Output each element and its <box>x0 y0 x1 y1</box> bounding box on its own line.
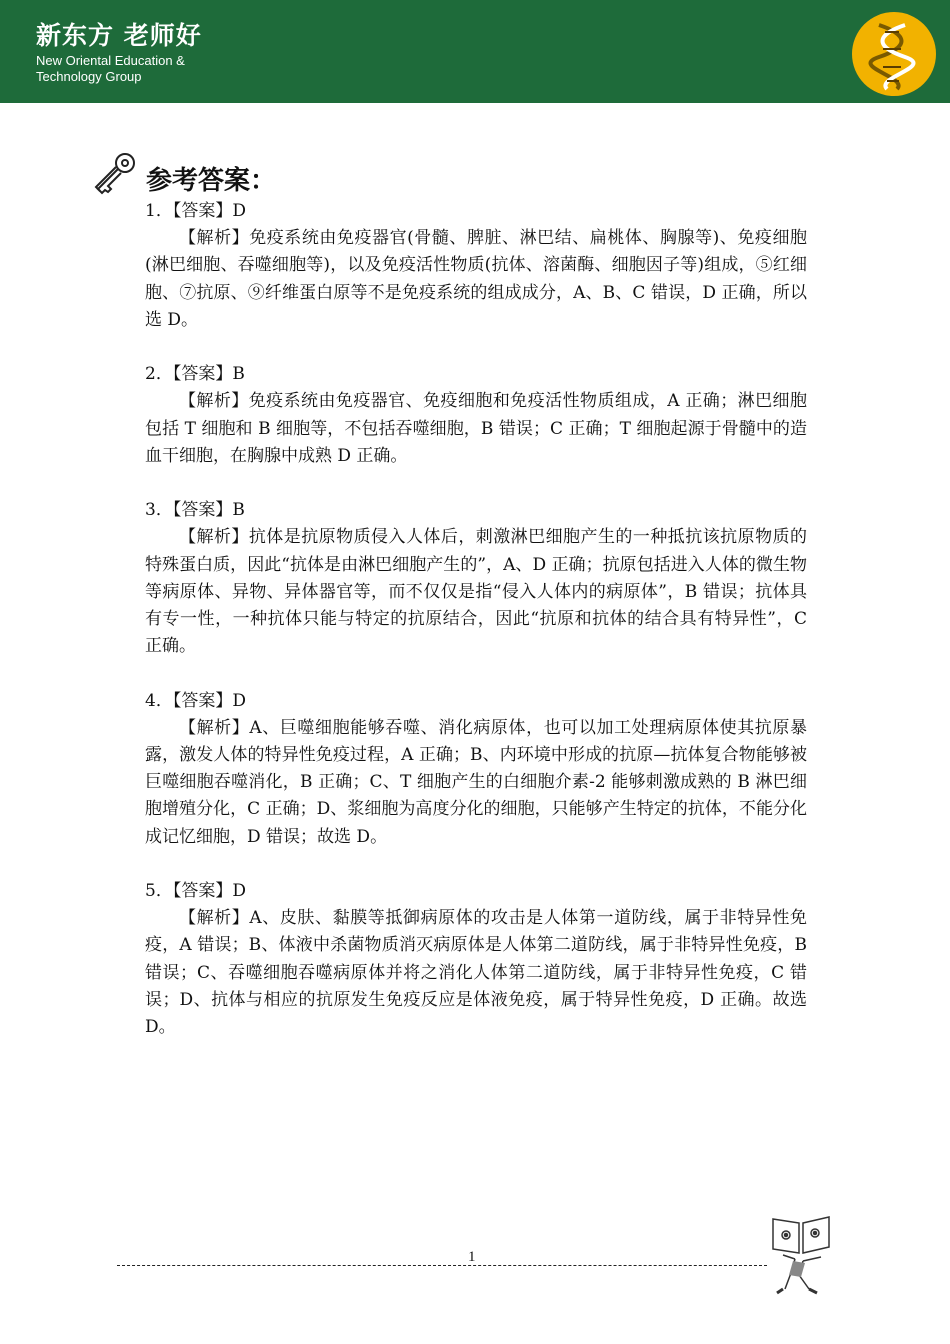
analysis-text: 【解析】抗体是抗原物质侵入人体后，刺激淋巴细胞产生的一种抵抗该抗原物质的特殊蛋白质，因此“抗体是由淋巴细胞产生的”，A、D 正确；抗原包括进入人体的微生物等病原体、异物、异体器官等，而不仅仅是指“侵入人体内的病原体”，B 错误；抗体具有专一性，一种抗体只能与特定的抗原结合，因此“抗原和抗体的结合具有特异性”，C 正确。 <box>145 527 807 657</box>
answer-item <box>145 361 807 470</box>
answer-label: 5．【答案】D <box>145 881 246 902</box>
answer-label: 3．【答案】B <box>145 500 245 521</box>
brand-name-cn: 新东方 老师好 <box>36 21 202 50</box>
analysis-text: 【解析】免疫系统由免疫器官、免疫细胞和免疫活性物质组成，A 正确；淋巴细胞包括 T 细胞和 B 细胞等，不包括吞噬细胞，B 错误；C 正确；T 细胞起源于骨髓中的造血干细胞，在胸腺中成熟 D 正确。 <box>145 391 807 466</box>
page-number: 1 <box>468 1249 476 1265</box>
answer-item <box>145 688 807 851</box>
book-mascot-icon <box>769 1213 833 1297</box>
footer-divider <box>117 1265 767 1266</box>
analysis-text: 【解析】A、皮肤、黏膜等抵御病原体的攻击是人体第一道防线，属于非特异性免疫，A 错误；B、体液中杀菌物质消灭病原体是人体第二道防线，属于非特异性免疫，B 错误；C、吞噬细胞吞噬病原体并将之消化人体第二道防线，属于非特异性免疫，C 错误；D、抗体与相应的抗原发生免疫反应是体液免疫，属于特异性免疫，D 正确。故选 D。 <box>145 908 807 1038</box>
answer-list <box>145 198 807 1068</box>
answer-item <box>145 198 807 334</box>
answer-heading: 参考答案： <box>146 166 277 196</box>
brand-name-en: New Oriental Education & Technology Group <box>36 53 185 84</box>
answer-label: 1．【答案】D <box>145 201 246 221</box>
key-icon <box>92 150 140 196</box>
header-bar <box>0 0 950 103</box>
answer-item <box>145 878 807 1041</box>
analysis-text: 【解析】A、巨噬细胞能够吞噬、消化病原体，也可以加工处理病原体使其抗原暴露，激发人体的特异性免疫过程，A 正确；B、内环境中形成的抗原—抗体复合物能够被巨噬细胞吞噬消化，B 正确；C、T 细胞产生的白细胞介素-2 能够刺激成熟的 B 淋巴细胞增殖分化，C 正确；D、浆细胞为高度分化的细胞，只能够产生特定的抗体，不能分化成记忆细胞，D 错误；故选 D。 <box>145 717 807 847</box>
answer-label: 4．【答案】D <box>145 690 246 711</box>
answer-item <box>145 497 807 660</box>
dna-logo-icon <box>849 11 939 97</box>
answer-label: 2．【答案】B <box>145 364 245 385</box>
analysis-text: 【解析】免疫系统由免疫器官(骨髓、脾脏、淋巴结、扁桃体、胸腺等)、免疫细胞(淋巴细胞、吞噬细胞等)，以及免疫活性物质(抗体、溶菌酶、细胞因子等)组成，⑤红细胞、⑦抗原、⑨纤维蛋白原等不是免疫系统的组成成分，A、B、C 错误，D 正确，所以选 D。 <box>145 228 807 330</box>
